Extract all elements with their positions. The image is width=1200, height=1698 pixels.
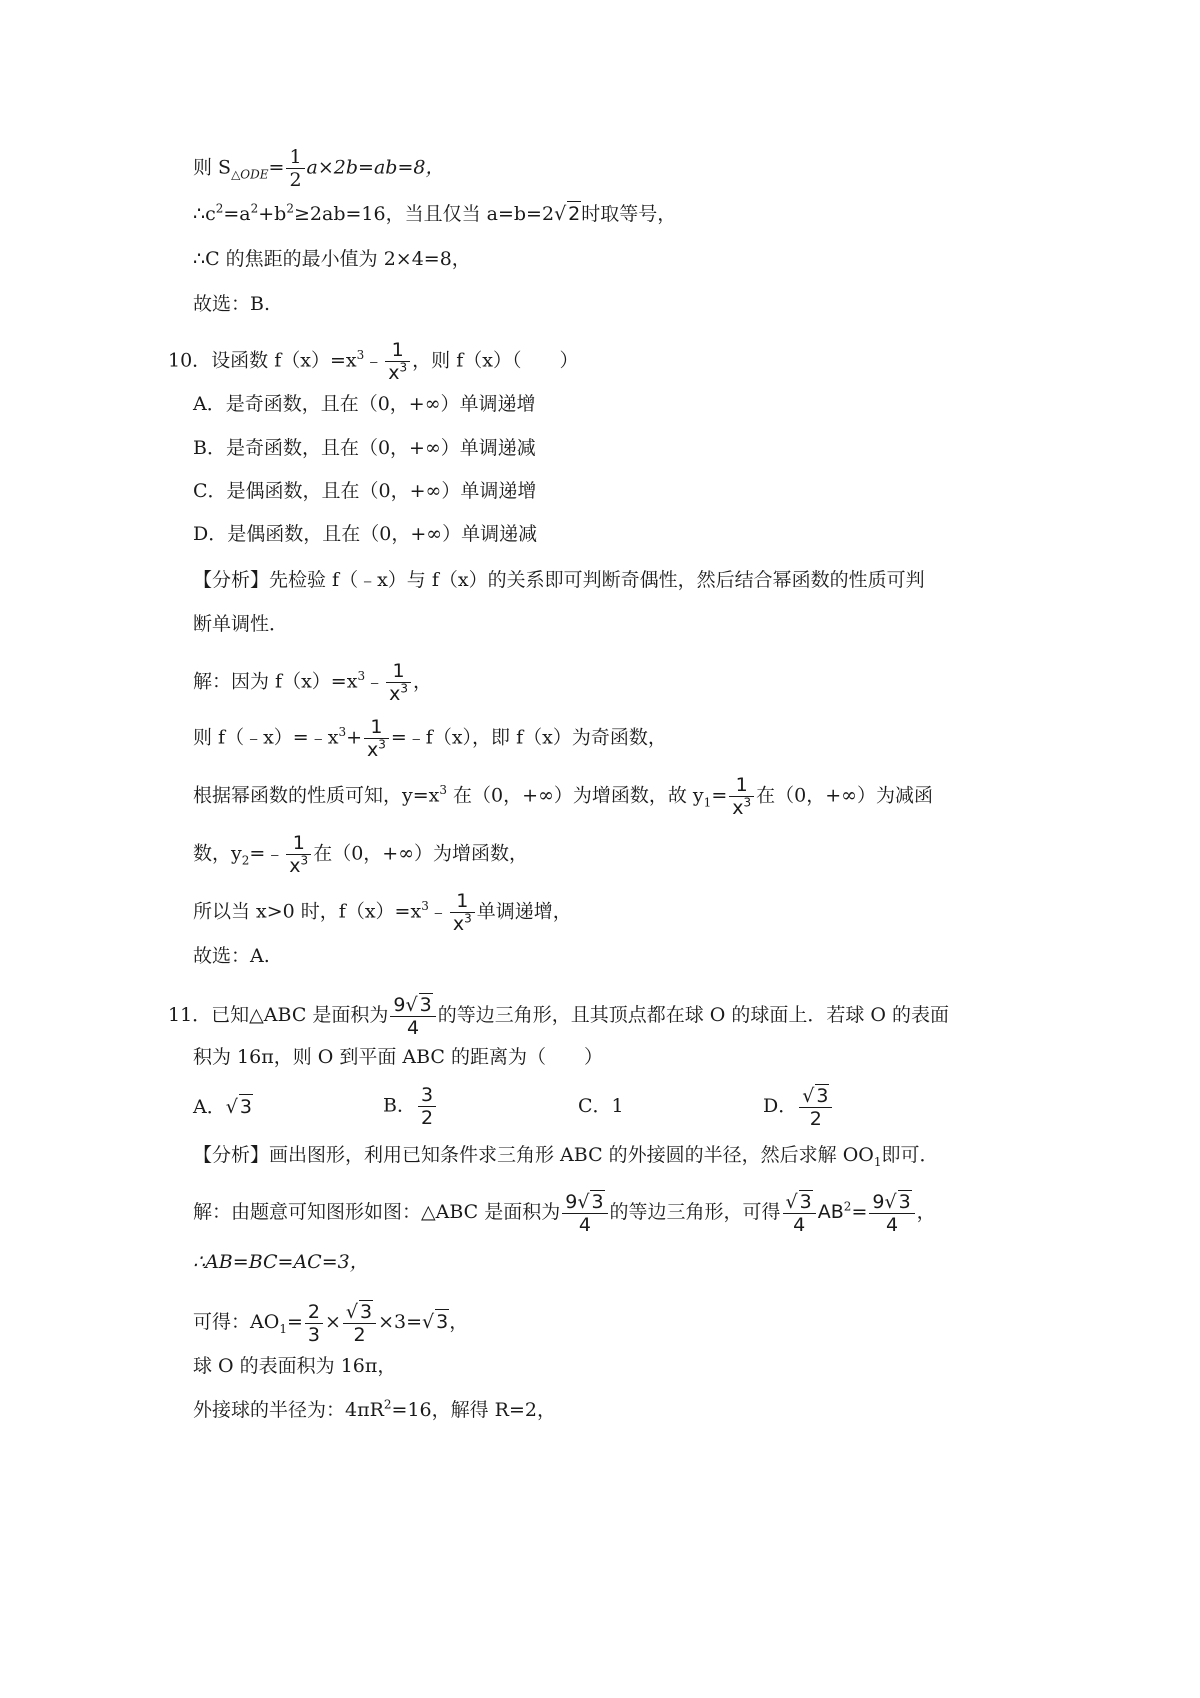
line-area-ode: 则 $S_{\triangle ODE}=$ $\frac{1}{2}$ a×2b=ab=8， xyxy=(193,146,445,191)
q10-option-c: C．是偶函数，且在（0，+∞）单调递增 xyxy=(193,480,537,502)
q11-option-b: B． $\frac{3}{2}$ xyxy=(383,1084,438,1129)
line-inequality: $\therefore c^2=a^2+b^2\ge 2ab=16$，当且仅当 a=b=2√ 2时取等号， xyxy=(193,201,677,225)
line-focal-min: ∴C 的焦距的最小值为 2×4=8， xyxy=(193,248,471,270)
question-10: 10．设函数 $f(x)=x^3﹣$ $\frac{1}{x^3}$ ，则 f（x）（ ） xyxy=(168,339,579,384)
solution-10-answer: 故选：A. xyxy=(193,945,270,967)
solution-11-line5: 外接球的半径为：$4\pi R^2=16$，解得 R=2， xyxy=(193,1397,556,1421)
question-11-line2: 积为 16π，则 O 到平面 ABC 的距离为（ ） xyxy=(193,1046,604,1068)
analysis-10-line1: 【分析】先检验 f（﹣x）与 f（x）的关系即可判断奇偶性，然后结合幂函数的性质可判 xyxy=(193,569,925,591)
solution-11-line3: 可得：$AO_1=$ $\frac{2}{3}$ × $\frac{√ 3}{2}$ ×3=√ 3， xyxy=(193,1300,469,1346)
solution-10-line5: 所以当 x>0 时，$f(x)=x^3﹣$ $\frac{1}{x^3}$ 单调递增， xyxy=(193,890,572,935)
solution-11-line2: ∴AB=BC=AC=3， xyxy=(193,1251,369,1273)
q10-option-a: A．是奇函数，且在（0，+∞）单调递增 xyxy=(193,393,536,415)
solution-10-line3: 根据幂函数的性质可知，$y=x^3$ 在（0，+∞）为增函数，故 $y_1=$ $\frac{1}{x^3}$ 在（0，+∞）为减函 xyxy=(193,774,933,819)
q11-option-c: C．1 xyxy=(578,1095,624,1117)
q11-option-a: A．√ 3 xyxy=(193,1096,252,1118)
q10-option-b: B．是奇函数，且在（0，+∞）单调递减 xyxy=(193,437,536,459)
solution-10-line1: 解：因为 $f(x)=x^3﹣$ $\frac{1}{x^3}$ ， xyxy=(193,660,432,705)
solution-10-line4: 数，$y_2=﹣$ $\frac{1}{x^3}$ 在（0，+∞）为增函数， xyxy=(193,832,529,877)
line-answer-b: 故选：B. xyxy=(193,293,271,315)
solution-10-line2: 则 $f(﹣x)=﹣x^3+$ $\frac{1}{x^3}$ =﹣f（x），即 f（x）为奇函数， xyxy=(193,716,667,761)
q10-option-d: D．是偶函数，且在（0，+∞）单调递减 xyxy=(193,523,538,545)
question-11-line1: 11．已知△ABC 是面积为 $\frac{9√ 3}{4}$ 的等边三角形，且其顶点都在球 O 的球面上．若球 O 的表面 xyxy=(168,994,950,1039)
q11-option-d: D． $\frac{√ 3}{2}$ xyxy=(763,1084,834,1130)
solution-11-line1: 解：由题意可知图形如图：△ABC 是面积为 $\frac{9√ 3}{4}$ 的等边三角形，可得 $\frac{√ 3}{4}$ $AB^2=$ $\frac{9√ 3}{4}$ ， xyxy=(193,1191,936,1236)
analysis-11: 【分析】画出图形，利用已知条件求三角形 ABC 的外接圆的半径，然后求解 $OO_1$即可． xyxy=(193,1144,939,1169)
analysis-10-line2: 断单调性． xyxy=(193,613,289,635)
solution-11-line4: 球 O 的表面积为 16π， xyxy=(193,1355,397,1377)
